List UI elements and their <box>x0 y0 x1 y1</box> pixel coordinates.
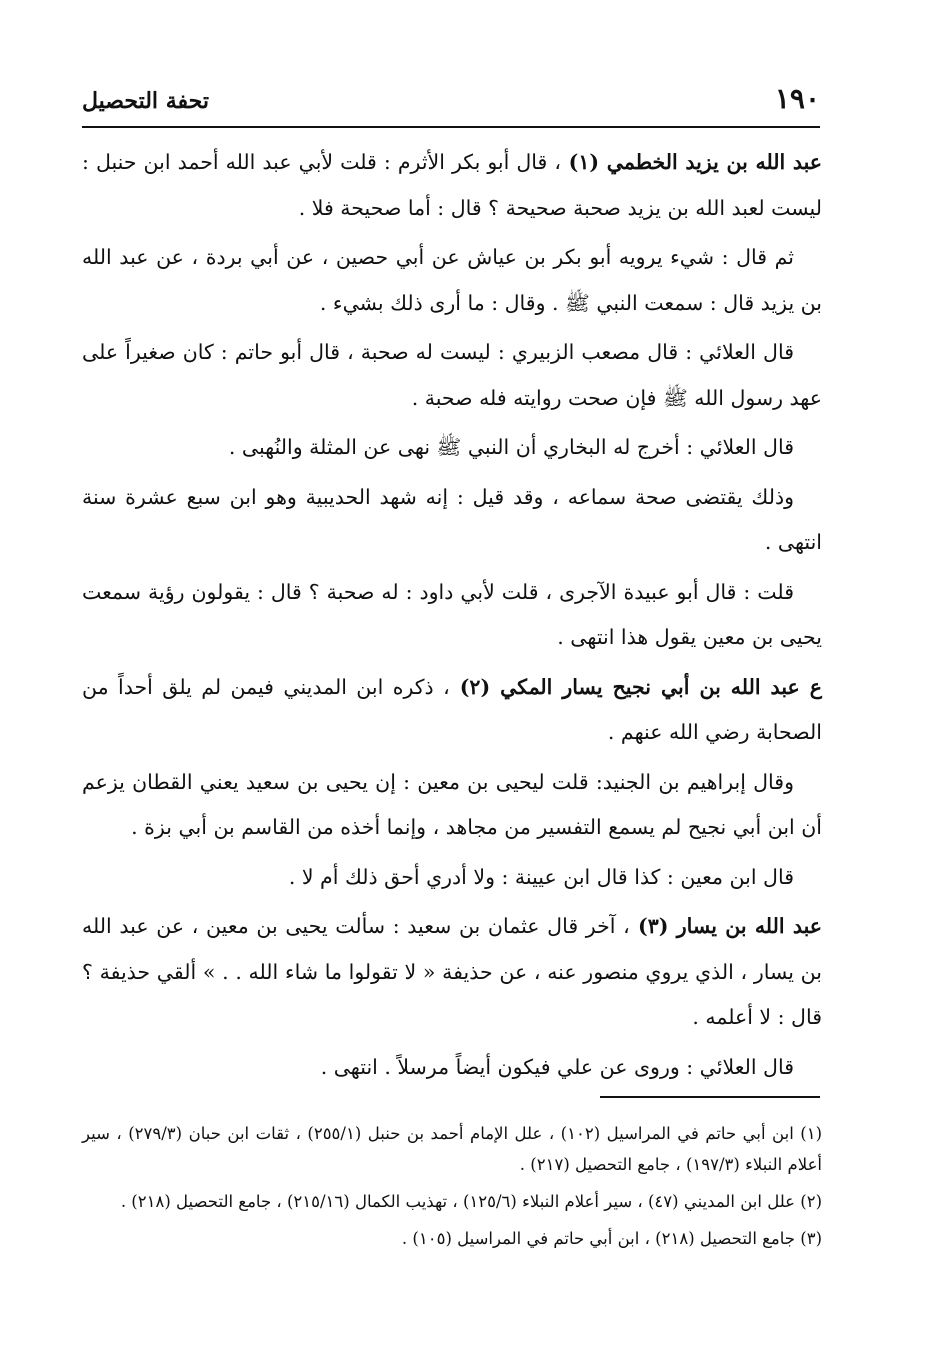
paragraph <box>82 904 822 1041</box>
footnote: (٣) جامع التحصيل (٢١٨) ، ابن أبي حاتم في المراسيل (١٠٥) . <box>401 1229 822 1248</box>
narrator-name: ع عبد الله بن أبي نجيح يسار المكي <box>500 674 822 699</box>
paragraph <box>82 1045 822 1091</box>
paragraph-text: قلت : قال أبو عبيدة الآجرى ، قلت لأبي داود : له صحبة ؟ قال : يقولون رؤية سمعت يحيى بن معين يقول هذا انتهى . <box>82 579 822 649</box>
paragraph-text: ، ذكره ابن المديني فيمن لم يلق أحداً من الصحابة رضي الله عنهم . <box>82 674 822 744</box>
footnote-ref: (٣) <box>629 914 677 938</box>
paragraph <box>82 570 822 661</box>
paragraph-text: وذلك يقتضى صحة سماعه ، وقد قيل : إنه شهد الحديبية وهو ابن سبع عشرة سنة انتهى . <box>82 484 822 554</box>
paragraph-text: قال ابن معين : كذا قال ابن عيينة : ولا أدري أحق ذلك أم لا . <box>288 864 794 889</box>
paragraph-text: ، آخر قال عثمان بن سعيد : سألت يحيى بن معين ، عن عبد الله بن يسار ، الذي يروي منصور عنه ، عن حذيفة « لا تقولوا ما شاء الله . . » ألقي حذيفة ؟ قال : لا أعلمه . <box>82 914 822 1029</box>
paragraph <box>82 330 822 421</box>
paragraph-text: قال العلائي : أخرج له البخاري أن النبي ﷺ نهى عن المثلة والنُهبى . <box>228 435 794 459</box>
footnote-divider <box>600 1096 820 1098</box>
footnotes <box>82 1118 822 1260</box>
page-header <box>82 78 820 128</box>
paragraph-text: قال العلائي : قال مصعب الزبيري : ليست له صحبة ، قال أبو حاتم : كان صغيراً على عهد رسول الله ﷺ فإن صحت روايته فله صحبة . <box>82 340 822 410</box>
page-number: ١٩٠ <box>774 82 820 115</box>
footnote-ref: (٢) <box>449 674 501 699</box>
narrator-name: عبد الله بن يزيد الخطمي <box>606 150 823 174</box>
paragraph <box>82 425 822 471</box>
main-text <box>82 140 822 1094</box>
paragraph <box>82 855 822 901</box>
paragraph-text: ، قال أبو بكر الأثرم : قلت لأبي عبد الله أحمد ابن حنبل : ليست لعبد الله بن يزيد صحبة صحيحة ؟ قال : أما صحيحة فلا . <box>82 150 822 220</box>
footnote: (٢) علل ابن المديني (٤٧) ، سير أعلام النبلاء (١٢٥/٦) ، تهذيب الكمال (٢١٥/١٦) ، جامع التحصيل (٢١٨) . <box>120 1192 822 1211</box>
footnote-ref: (١) <box>560 150 607 174</box>
paragraph-text: قال العلائي : وروى عن علي فيكون أيضاً مرسلاً . انتهى . <box>320 1054 794 1079</box>
paragraph-text: وقال إبراهيم بن الجنيد: قلت ليحيى بن معين : إن يحيى بن سعيد يعني القطان يزعم أن ابن أبي نجيح لم يسمع التفسير من مجاهد ، وإنما أخذه من القاسم بن أبي بزة . <box>82 769 822 839</box>
running-title: تحفة التحصيل <box>82 88 209 114</box>
paragraph-text: ثم قال : شيء يرويه أبو بكر بن عياش عن أبي حصين ، عن أبي بردة ، عن عبد الله بن يزيد قال : سمعت النبي ﷺ . وقال : ما أرى ذلك بشيء . <box>82 245 822 315</box>
paragraph <box>82 665 822 756</box>
paragraph <box>82 760 822 851</box>
paragraph <box>82 140 822 231</box>
footnote: (١) ابن أبي حاتم في المراسيل (١٠٢) ، علل الإمام أحمد بن حنبل (٢٥٥/١) ، ثقات ابن حبان (٢٧٩/٣) ، سير أعلام النبلاء (١٩٧/٣) ، جامع التحصيل (٢١٧) . <box>82 1124 823 1174</box>
paragraph <box>82 235 822 326</box>
narrator-name: عبد الله بن يسار <box>676 914 823 938</box>
paragraph <box>82 475 822 566</box>
